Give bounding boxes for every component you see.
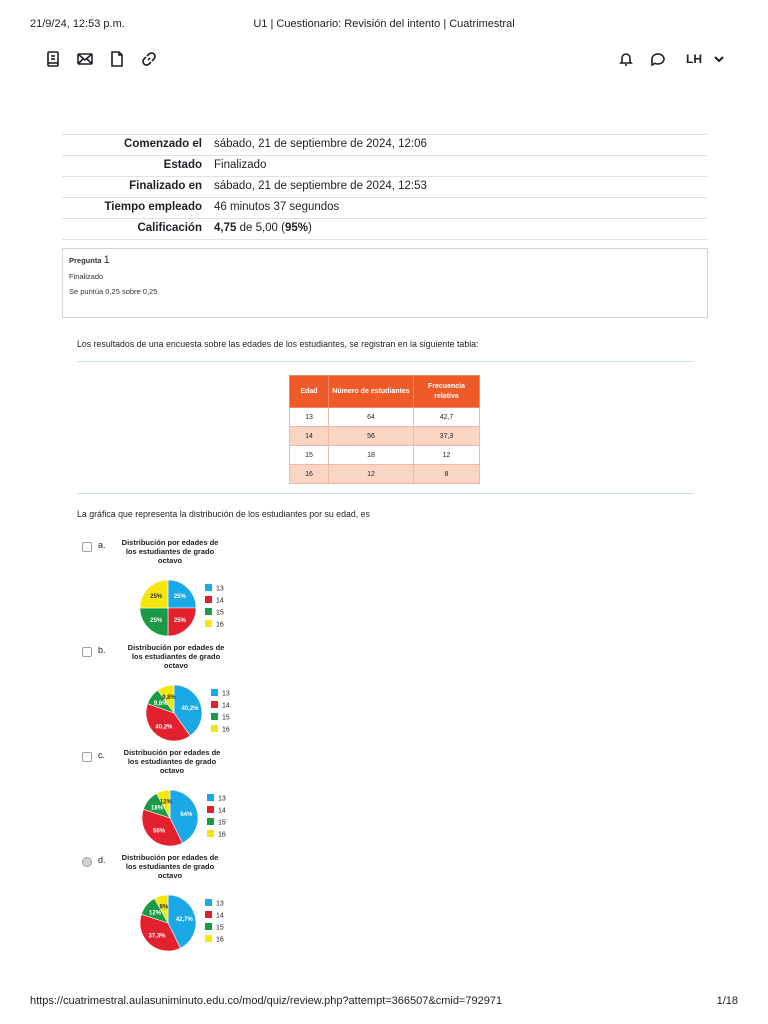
legend-swatch (207, 794, 214, 801)
file-icon[interactable] (106, 48, 128, 70)
book-icon[interactable] (42, 48, 64, 70)
legend-swatch (207, 818, 214, 825)
legend-swatch (205, 899, 212, 906)
grade-percent: 95% (284, 222, 309, 234)
legend-label: 14 (222, 702, 230, 710)
table-cell: 56 (329, 427, 414, 446)
table-cell: 14 (290, 427, 329, 446)
user-initials[interactable]: LH (686, 52, 702, 66)
legend-label: 16 (216, 936, 224, 944)
question-prompt: La gráfica que representa la distribución de los estudiantes por su edad, es (77, 509, 370, 519)
chat-icon[interactable] (647, 48, 669, 70)
table-cell: 42,7 (414, 408, 480, 427)
legend-label: 15 (216, 924, 224, 932)
summary-value (208, 219, 707, 240)
option-letter: a. (98, 540, 106, 550)
legend-label: 14 (218, 807, 226, 815)
summary-value: Finalizado (208, 156, 707, 177)
legend-label: 13 (216, 585, 224, 593)
print-title: U1 | Cuestionario: Revisión del intento | Cuatrimestral (253, 18, 515, 30)
pie-slice-label: 8% (159, 904, 169, 911)
legend-label: 15 (218, 819, 226, 827)
mail-icon[interactable] (74, 48, 96, 70)
grade-value: 4,75 (214, 222, 237, 234)
table-cell: 12 (414, 446, 480, 465)
column-header: Edad (290, 376, 329, 408)
table-cell: 8 (414, 465, 480, 484)
pie-chart (122, 748, 252, 848)
summary-label: Estado (62, 156, 208, 177)
legend-label: 13 (216, 900, 224, 908)
table-cell: 13 (290, 408, 329, 427)
summary-value: sábado, 21 de septiembre de 2024, 12:06 (208, 135, 707, 156)
column-header: Frecuencia relativa (414, 376, 480, 408)
link-icon[interactable] (138, 48, 160, 70)
pie-slice-label: 25% (173, 617, 186, 624)
chart-title: Distribución por edades de los estudiantes de grado octavo (123, 748, 221, 775)
page-number: 1/18 (716, 995, 738, 1007)
legend-swatch (207, 830, 214, 837)
pie-slice-label: 12% (149, 910, 162, 917)
column-header: Número de estudiantes (329, 376, 414, 408)
table-row (290, 427, 480, 446)
table-row (290, 446, 480, 465)
legend-swatch (211, 725, 218, 732)
legend-label: 13 (222, 690, 230, 698)
summary-row (62, 198, 707, 219)
table-row (290, 465, 480, 484)
legend-swatch (205, 608, 212, 615)
legend-label: 16 (216, 621, 224, 629)
table-cell: 16 (290, 465, 329, 484)
table-cell: 64 (329, 408, 414, 427)
attempt-summary-table (62, 134, 707, 240)
table-cell: 18 (329, 446, 414, 465)
chart-title: Distribución por edades de los estudiantes de grado octavo (127, 643, 225, 670)
pie-slice-label: 37,3% (148, 933, 166, 940)
legend-swatch (205, 620, 212, 627)
summary-label: Comenzado el (62, 135, 208, 156)
legend-swatch (205, 596, 212, 603)
summary-label: Calificación (62, 219, 208, 240)
pie-slice-label: 25% (150, 617, 163, 624)
table-cell: 37,3 (414, 427, 480, 446)
option-letter: b. (98, 645, 106, 655)
pie-slice-label: 25% (150, 594, 163, 601)
legend-swatch (211, 689, 218, 696)
bell-icon[interactable] (615, 48, 637, 70)
legend-swatch (205, 923, 212, 930)
summary-label: Tiempo empleado (62, 198, 208, 219)
legend-swatch (207, 806, 214, 813)
question-number (69, 254, 701, 266)
summary-row (62, 219, 707, 240)
pie-slice-label: 25% (173, 594, 186, 601)
chart-title: Distribución por edades de los estudiantes de grado octavo (121, 853, 219, 880)
chart-title: Distribución por edades de los estudiantes de grado octavo (121, 538, 219, 565)
legend-swatch (205, 911, 212, 918)
pie-slice-label: 42,7% (175, 917, 193, 924)
pie-slice-label: 64% (180, 812, 193, 819)
pie-slice-label: 12% (159, 799, 172, 806)
legend-label: 15 (216, 609, 224, 617)
pie-slice-label: 40,2% (155, 724, 173, 731)
question-state: Finalizado (69, 272, 104, 281)
legend-label: 14 (216, 912, 224, 920)
legend-label: 14 (216, 597, 224, 605)
pie-slice-label: 9,8% (162, 694, 176, 701)
legend-label: 16 (218, 831, 226, 839)
summary-label: Finalizado en (62, 177, 208, 198)
pie-slice-label: 18% (151, 805, 164, 812)
radio-button[interactable] (82, 647, 92, 657)
option-letter: c. (98, 750, 106, 760)
summary-value: sábado, 21 de septiembre de 2024, 12:53 (208, 177, 707, 198)
table-cell: 15 (290, 446, 329, 465)
legend-swatch (211, 701, 218, 708)
question-text: Los resultados de una encuesta sobre las edades de los estudiantes, se registran en la siguiente tabla: (77, 339, 479, 349)
pie-slice-label: 56% (153, 828, 166, 835)
radio-button[interactable] (82, 752, 92, 762)
summary-value: 46 minutos 37 segundos (208, 198, 707, 219)
pie-slice-label: 40,2% (181, 705, 199, 712)
table-header-row (290, 376, 480, 408)
summary-row (62, 177, 707, 198)
question-number-value: 1 (103, 254, 110, 266)
print-datetime: 21/9/24, 12:53 p.m. (30, 18, 125, 30)
question-info-box (62, 248, 708, 318)
print-url: https://cuatrimestral.aulasuniminuto.edu.co/mod/quiz/review.php?attempt=366507&cmid=792971 (30, 995, 503, 1007)
ages-data-table (289, 375, 480, 484)
radio-button[interactable] (82, 542, 92, 552)
legend-swatch (205, 935, 212, 942)
pie-chart (126, 643, 256, 743)
summary-row (62, 156, 707, 177)
question-label: Pregunta (69, 256, 102, 265)
legend-label: 15 (222, 714, 230, 722)
pie-chart (120, 538, 250, 638)
grade-close: ) (308, 222, 312, 234)
legend-label: 13 (218, 795, 226, 803)
option-letter: d. (98, 855, 106, 865)
legend-swatch (205, 584, 212, 591)
divider (77, 361, 693, 362)
radio-button-selected[interactable] (82, 857, 92, 867)
legend-label: 16 (222, 726, 230, 734)
legend-swatch (211, 713, 218, 720)
pie-slice-label: 9,8% (153, 700, 168, 707)
table-cell: 12 (329, 465, 414, 484)
summary-row (62, 135, 707, 156)
question-grade: Se puntúa 0,25 sobre 0,25 (69, 287, 158, 296)
chevron-down-icon[interactable] (708, 48, 730, 70)
table-row (290, 408, 480, 427)
top-navbar (40, 48, 728, 74)
divider (77, 493, 693, 494)
pie-chart (120, 853, 250, 953)
grade-of: de 5,00 ( (236, 222, 285, 234)
